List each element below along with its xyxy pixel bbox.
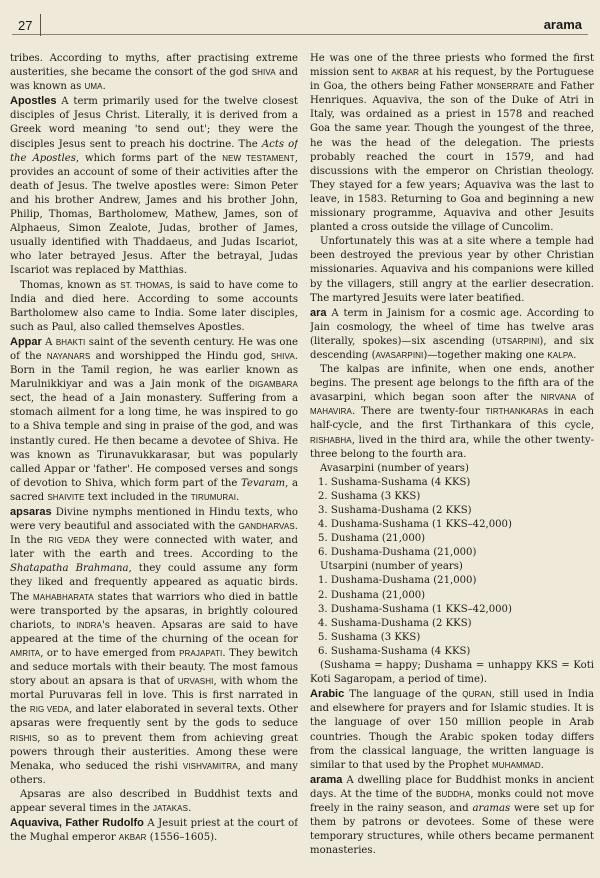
entry-aquaviva-paragraph: Unfortunately this was at a site where a temple had been destroyed the previous year by other Christian missionaries. Aquaviva and his companions were killed by the villagers, still angry at the earlier desecration. The martyred Jesuits were later beatified. — [310, 236, 594, 304]
list-item: 6. Dushama-Dushama (21,000) — [318, 547, 477, 559]
list-item: 1. Dushama-Dushama (21,000) — [318, 575, 477, 587]
utsarpini-list — [310, 560, 594, 659]
list-item: 1. Sushama-Sushama (4 KKS) — [318, 476, 471, 488]
entry-apsaras-paragraph: Apsaras are also described in Buddhist texts and appear several times in the JATAKAS. — [10, 788, 298, 814]
entry-appar: Appar A BHAKTI saint of the seventh century. He was one of the NAYANARS and worshipped the Hindu god, SHIVA. Born in the Tamil region, he was earlier known as Marulnikkiyar and was a Jain monk of the DIGAMBARA sect, the head of a Jain monastery. Suffering from a stomach ailment for a long time, he was inspired to go to a Shiva temple and sing in praise of the god, and was instantly cured. He then became a devotee of Shiva. He was known as Tirunavukkarasar, but was popularly called Appar or 'father'. He composed verses and songs of devotion to Shiva, which form part of the Tevaram, a sacred SHAIVITE text included in the TIRUMURAI. — [10, 335, 298, 503]
list-item: 4. Dushama-Sushama (1 KKS–42,000) — [318, 519, 512, 531]
entry-ara: ara A term in Jainism for a cosmic age. According to Jain cosmology, the wheel of time has twelve aras (literally, spokes)—six ascending (UTSARPINI), and six descending (AVASARPINI)—together making one KALPA. — [310, 306, 594, 361]
entry-heading: Appar — [10, 335, 42, 348]
entry-heading: Aquaviva, Father Rudolfo — [10, 817, 144, 830]
list-title: Avasarpini (number of years) — [320, 462, 469, 474]
avasarpini-list — [310, 462, 594, 561]
list-item: 3. Dushama-Sushama (1 KKS–42,000) — [318, 603, 512, 615]
entry-arama: arama A dwelling place for Buddhist monks in ancient days. At the time of the BUDDHA, monks could not move freely in the rainy season, and aramas were set up for them by patrons or devotees. Some of these were temporary structures, while others became permanent monasteries. — [310, 773, 594, 857]
entry-heading: Arabic — [310, 688, 345, 701]
list-item: 5. Sushama (3 KKS) — [318, 631, 421, 643]
list-item: 3. Sushama-Dushama (2 KKS) — [318, 505, 472, 516]
entry-aquaviva: Aquaviva, Father Rudolfo A Jesuit priest at the court of the Mughal emperor AKBAR (1556–1605). — [10, 817, 298, 844]
entry-heading: Apostles — [10, 95, 57, 108]
entry-heading: ara — [310, 306, 327, 319]
entry-heading: apsaras — [10, 506, 52, 518]
entry-apsaras: apsaras Divine nymphs mentioned in Hindu texts, who were very beautiful and associated with the GANDHARVAS. In the RIG VEDA they were connected with water, and later with the earth and trees. According to the Shatapatha Brahmana, they could assume any form they liked and frequently appeared as aquatic birds. The MAHABHARATA states that warriors who died in battle were transported by the apsaras, in brightly coloured chariots, to INDRA's heaven. Apsaras are said to have appeared at the time of the churning of the ocean for AMRITA, or to have emerged from PRAJAPATI. They bewitch and seduce mortals with their beauty. The most famous story about an apsara is that of URVASHI, with whom the mortal Puruvaras fell in love. This is first narrated in the RIG VEDA, and later elaborated in several texts. Other apsaras were frequently sent by the gods to seduce RISHIS, so as to prevent them from achieving great powers through their austerities. Among these were Menaka, who seduced the rishi VISHVAMITRA, and many others. — [10, 506, 298, 786]
right-column — [310, 52, 594, 874]
paragraph-tribes: tribes. According to myths, after practising extreme austerities, she became the consort of the god SHIVA and was known as UMA. — [10, 53, 298, 93]
entry-ara-paragraph: The kalpas are infinite, when one ends, another begins. The present age belongs to the fifth ara of the avasarpini, which began soon after the NIRVANA of MAHAVIRA. There are twenty-four TIRTHANKARAs in each half-cycle, and the first Tirthankara of this cycle, RISHABHA, lived in the third ara, while the other twenty-three belong to the fourth ara. — [310, 364, 594, 460]
list-item: 2. Dushama (21,000) — [318, 589, 426, 601]
entry-heading: arama — [310, 773, 343, 786]
running-head: arama — [543, 17, 582, 32]
page-number: 27 — [18, 18, 33, 33]
entry-aquaviva-continued: He was one of the three priests who formed the first mission sent to AKBAR at his request, by the Portuguese in Goa, the others being Father MONSERRATE and Father Henriques. Aquaviva, the son of the Duke of Atri in Italy, was ordained as a priest in 1578 and reached Goa the same year. Though the youngest of the three, he was the head of the delegation. The priests probably reached the court in 1579, and had discussions with the emperor on Christian theology. They stayed for a few years; Aquaviva was the last to leave, in 1583. Returning to Goa and beginning a new missionary programme, Aquaviva and other Jesuits planted a cross outside the village of Cuncolim. — [310, 53, 594, 234]
entry-apostles: Apostles A term primarily used for the twelve closest disciples of Jesus Christ. Literally, it is derived from a Greek word meaning 'to send out'; they were the disciples Jesus sent to preach his doctrine. The Acts of the Apostles, which forms part of the NEW TESTAMENT, provides an account of some of their activities after the death of Jesus. The twelve apostles were: Simon Peter and his brother Andrew, James and his brother John, Philip, Thomas, Bartholomew, Mathew, James, son of Alphaeus, Simon Zealote, Judas, brother of James, usually identified with Thaddaeus, and Judas Iscariot, who later betrayed Jesus. After the betrayal, Judas Iscariot was replaced by Matthias. — [10, 95, 298, 277]
page-header — [12, 14, 588, 35]
header-divider — [40, 14, 41, 36]
entry-apostles-paragraph: Thomas, known as ST. THOMAS, is said to have come to India and died here. According to some accounts Bartholomew also came to India. Some later disciples, such as Paul, also called themselves Apostles. — [10, 279, 298, 333]
entry-arabic: Arabic The language of the QURAN, still used in India and elsewhere for prayers and for Islamic studies. It is the language of over 150 million people in Arab countries. Though the Arabic spoken today differs from the classical language, the written language is similar to that used by the Prophet MUHAMMAD. — [310, 688, 594, 771]
left-column — [10, 52, 298, 874]
list-item: 4. Sushama-Dushama (2 KKS) — [318, 617, 472, 629]
list-item: 2. Sushama (3 KKS) — [318, 490, 421, 502]
ara-note: (Sushama = happy; Dushama = unhappy KKS = Koti Koti Sagaropam, a period of time). — [310, 660, 594, 686]
list-item: 6. Sushama-Sushama (4 KKS) — [318, 645, 471, 657]
list-item: 5. Dushama (21,000) — [318, 533, 426, 545]
list-title: Utsarpini (number of years) — [320, 561, 463, 573]
